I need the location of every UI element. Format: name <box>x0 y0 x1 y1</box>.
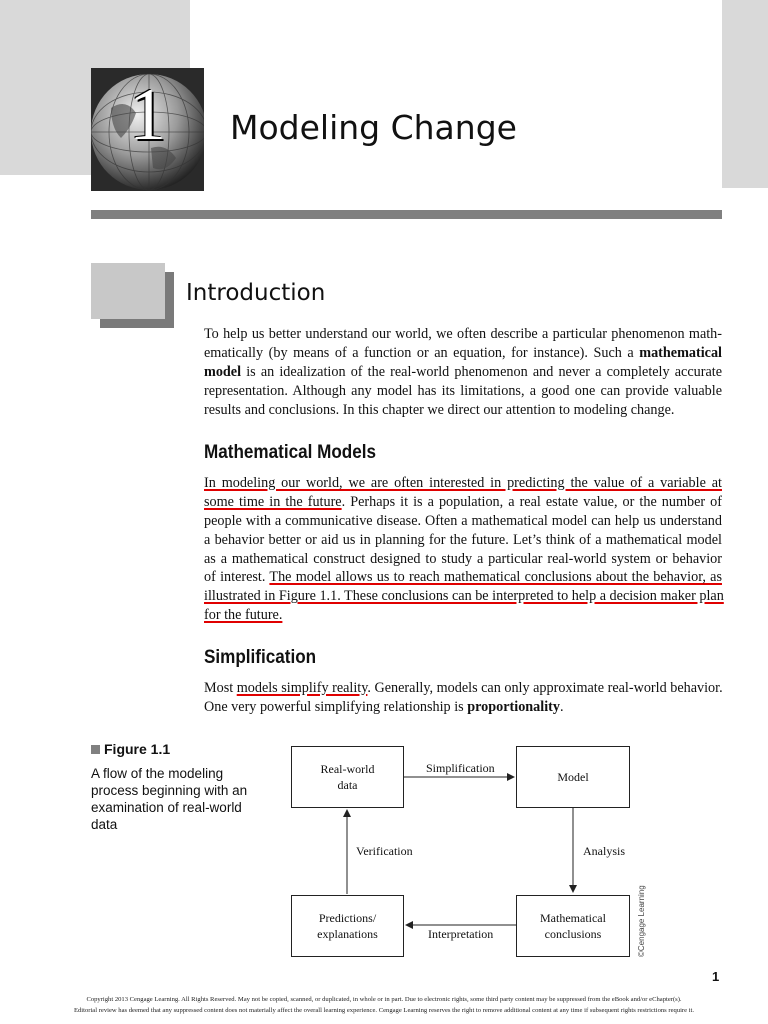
text-line: for the future. <box>204 607 283 624</box>
text-line: people with a communicative disease. Often a mathematical model can help us understand <box>204 512 722 529</box>
chapter-globe-image <box>91 68 204 191</box>
page-number: 1 <box>712 969 720 984</box>
chapter-number: 1 <box>129 74 166 156</box>
figure-marker <box>91 745 100 754</box>
corner-decoration-right <box>722 0 768 188</box>
text-line: In modeling our world, we are often interested in predicting the value of a variable at <box>204 475 722 491</box>
title-rule <box>91 210 722 219</box>
conclusions-box: Mathematical conclusions <box>516 895 630 957</box>
image-credit: ©Cengage Learning <box>637 885 646 957</box>
real-world-data-box: Real-world data <box>291 746 404 808</box>
text-line: One very powerful simplifying relationship is proportionality. <box>204 698 564 715</box>
text-line: ematically (by means of a function or an equation, for instance). Such a mathematical <box>204 344 722 361</box>
text-line: as a mathematical construct designed to study a particular real-world system or behavior <box>204 550 722 567</box>
text-line: illustrated in Figure 1.1. These conclusions can be interpreted to help a decision maker plan <box>204 588 724 605</box>
text-line: some time in the future. Perhaps it is a population, a real estate value, or the number of <box>204 493 722 510</box>
mathematical-models-heading: Mathematical Models <box>204 442 376 463</box>
figure-label: Figure 1.1 <box>104 741 171 757</box>
analysis-label: Analysis <box>583 844 625 858</box>
simplification-heading: Simplification <box>204 647 317 668</box>
text-line: To help us better understand our world, we often describe a particular phenomenon math- <box>204 326 722 342</box>
predictions-box: Predictions/ explanations <box>291 895 404 957</box>
text-line: of interest. The model allows us to reach mathematical conclusions about the behavior, as <box>204 569 722 586</box>
text-line: a behavior better or aid us in planning for the future. Let’s think of a mathematical model <box>204 531 722 548</box>
section-marker <box>91 263 165 319</box>
simplification-label: Simplification <box>426 761 495 775</box>
interpretation-label: Interpretation <box>428 927 494 941</box>
copyright-footer: Editorial review has deemed that any suppressed content does not materially affect the overall learning experience. Cengage Learning reserves the right to remove additional content at any time if subsequent rights restrictions require it. <box>73 1007 695 1014</box>
verification-label: Verification <box>356 844 413 858</box>
model-box: Model <box>516 746 630 808</box>
text-line: Most models simplify reality. Generally, models can only approximate real-world behavior. <box>204 680 723 696</box>
introduction-paragraph <box>204 325 722 419</box>
figure-caption: A flow of the modeling process beginning with an examination of real-world data <box>91 766 248 832</box>
text-line: results and conclusions. In this chapter we direct our attention to modeling change. <box>204 401 675 418</box>
text-line: representation. Although any model has its limitations, a good one can provide valuable <box>204 382 722 399</box>
chapter-title: Modeling Change <box>230 108 517 147</box>
text-line: model is an idealization of the real-world phenomenon and never a completely accurate <box>204 363 722 380</box>
introduction-heading: Introduction <box>186 280 326 306</box>
simplification-paragraph <box>204 679 722 717</box>
mathematical-models-paragraph <box>204 474 722 625</box>
copyright-footer: Copyright 2013 Cengage Learning. All Rights Reserved. May not be copied, scanned, or duplicated, in whole or in part. Due to electronic rights, some third party content may be suppressed from the eBook and/or eChapter(s). <box>86 996 682 1003</box>
